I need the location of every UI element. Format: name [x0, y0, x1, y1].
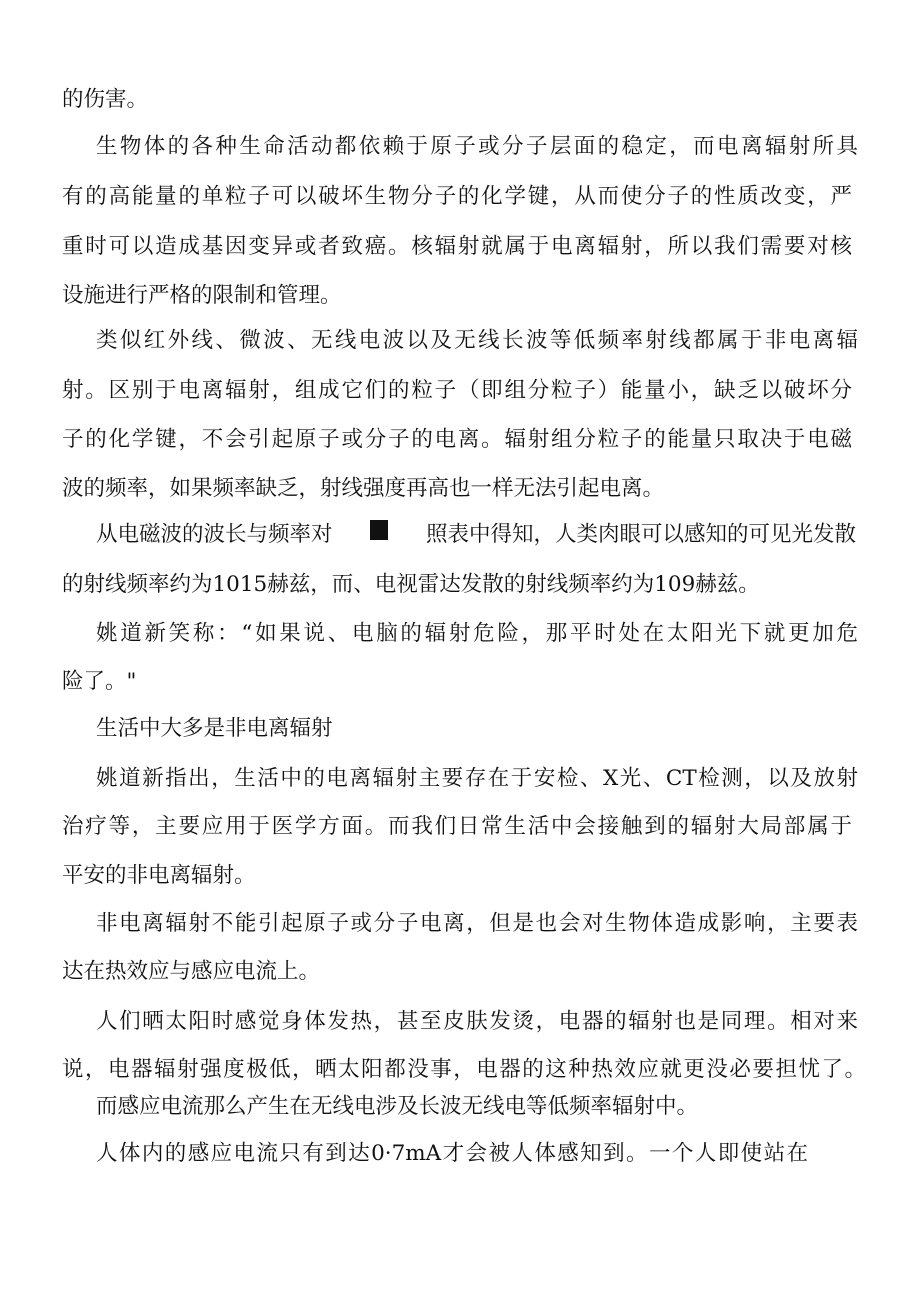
- text-line: 子的化学键，不会引起原子或分子的电离。辐射组分粒子的能量只取决于电磁: [62, 427, 852, 452]
- paragraph-first-line: 非电离辐射不能引起原子或分子电离，但是也会对生物体造成影响，主要表: [96, 911, 858, 936]
- section-heading: 生活中大多是非电离辐射: [96, 716, 333, 741]
- text-segment: 从电磁波的波长与频率对: [96, 522, 333, 547]
- text-line: 射。区别于电离辐射，组成它们的粒子（即组分粒子）能量小，缺乏以破坏分: [62, 378, 852, 403]
- black-square-mark: [370, 520, 388, 540]
- paragraph-first-line: 而感应电流那么产生在无线电涉及长波无线电等低频率辐射中。: [96, 1094, 699, 1119]
- text-line: 说，电器辐射强度极低，晒太阳都没事，电器的这种热效应就更没必要担忧了。: [62, 1057, 866, 1082]
- text-line: 重时可以造成基因变异或者致癌。核辐射就属于电离辐射，所以我们需要对核: [62, 234, 852, 259]
- text-line: 波的频率，如果频率缺乏，射线强度再高也一样无法引起电离。: [62, 476, 665, 501]
- paragraph-first-line: 姚道新笑称：“如果说、电脑的辐射危险，那平时处在太阳光下就更加危: [96, 621, 858, 646]
- text-segment: 照表中得知，人类肉眼可以感知的可见光发散: [425, 522, 856, 547]
- paragraph-first-line: 人们晒太阳时感觉身体发热，甚至皮肤发烫，电器的辐射也是同理。相对来: [96, 1009, 858, 1034]
- text-line: 平安的非电离辐射。: [62, 863, 256, 888]
- paragraph-first-line: 人体内的感应电流只有到达0·7mA才会被人体感知到。一个人即使站在: [96, 1141, 808, 1166]
- paragraph-first-line: 类似红外线、微波、无线电波以及无线长波等低频率射线都属于非电离辐: [96, 328, 858, 353]
- text-line: 设施进行严格的限制和管理。: [62, 283, 342, 308]
- paragraph-first-line: 生物体的各种生命活动都依赖于原子或分子层面的稳定，而电离辐射所具: [96, 134, 858, 159]
- text-line: 达在热效应与感应电流上。: [62, 959, 321, 984]
- text-line: 的射线频率约为1015赫兹，而、电视雷达发散的射线频率约为109赫兹。: [62, 572, 760, 597]
- text-line: 险了。": [62, 669, 137, 694]
- text-line: 有的高能量的单粒子可以破坏生物分子的化学键，从而使分子的性质改变，严: [62, 184, 852, 209]
- text-line: 的伤害。: [62, 87, 149, 112]
- text-line: 治疗等，主要应用于医学方面。而我们日常生活中会接触到的辐射大局部属于: [62, 814, 852, 839]
- paragraph-first-line: [96, 520, 856, 550]
- paragraph-first-line: 姚道新指出，生活中的电离辐射主要存在于安检、X光、CT检测，以及放射: [96, 766, 858, 791]
